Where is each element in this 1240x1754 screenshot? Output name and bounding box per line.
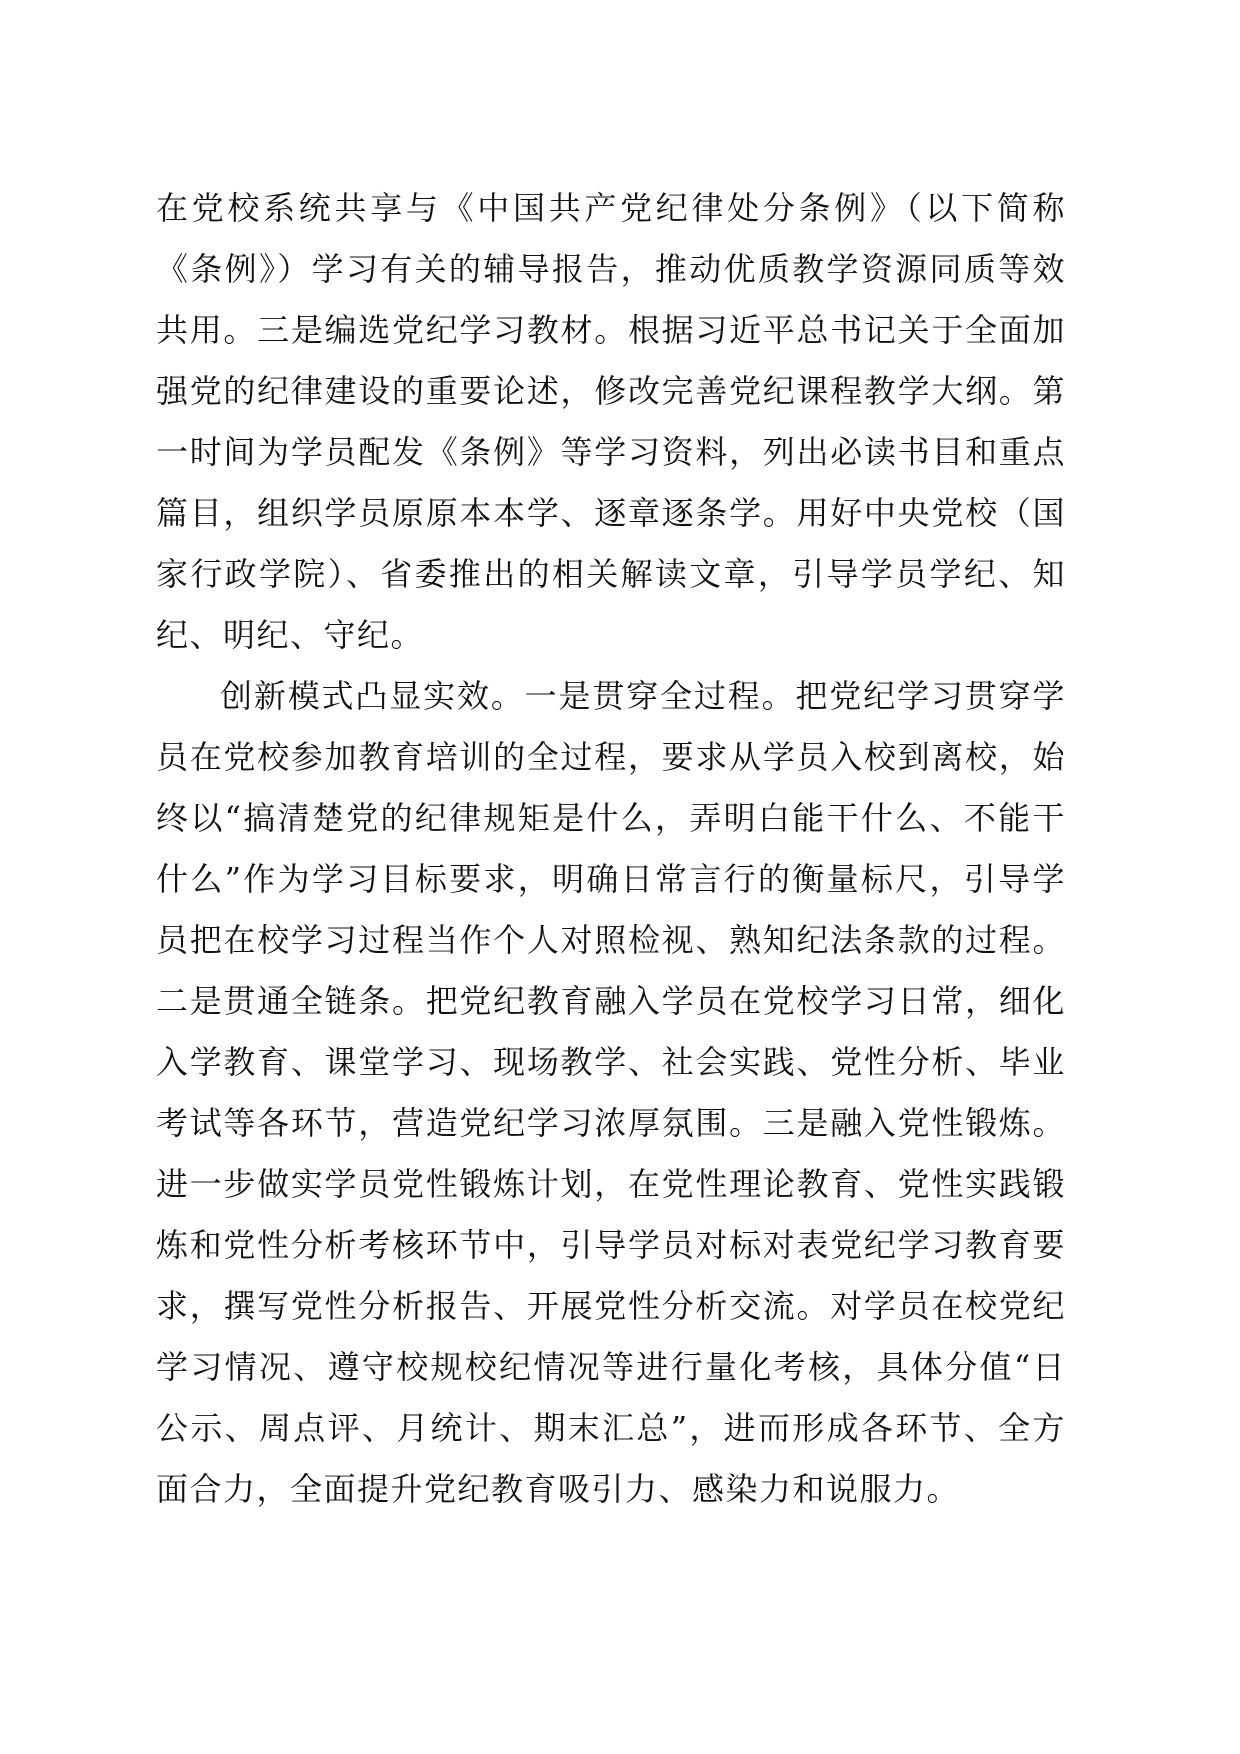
document-body: [156, 178, 1066, 1520]
paragraph-continued: 在党校系统共享与《中国共产党纪律处分条例》（以下简称《条例》）学习有关的辅导报告，推动优质教学资源同质等效共用。三是编选党纪学习教材。根据习近平总书记关于全面加强党的纪律建设的重要论述，修改完善党纪课程教学大纲。第一时间为学员配发《条例》等学习资料，列出必读书目和重点篇目，组织学员原原本本学、逐章逐条学。用好中央党校（国家行政学院）、省委推出的相关解读文章，引导学员学纪、知纪、明纪、守纪。: [156, 189, 1066, 654]
paragraph-innovation-model: 创新模式凸显实效。一是贯穿全过程。把党纪学习贯穿学员在党校参加教育培训的全过程，要求从学员入校到离校，始终以“搞清楚党的纪律规矩是什么，弄明白能干什么、不能干什么”作为学习目标要求，明确日常言行的衡量标尺，引导学员把在校学习过程当作个人对照检视、熟知纪法条款的过程。二是贯通全链条。把党纪教育融入学员在党校学习日常，细化入学教育、课堂学习、现场教学、社会实践、党性分析、毕业考试等各环节，营造党纪学习浓厚氛围。三是融入党性锻炼。进一步做实学员党性锻炼计划，在党性理论教育、党性实践锻炼和党性分析考核环节中，引导学员对标对表党纪学习教育要求，撰写党性分析报告、开展党性分析交流。对学员在校党纪学习情况、遵守校规校纪情况等进行量化考核，具体分值“日公示、周点评、月统计、期末汇总”，进而形成各环节、全方面合力，全面提升党纪教育吸引力、感染力和说服力。: [156, 677, 1066, 1508]
